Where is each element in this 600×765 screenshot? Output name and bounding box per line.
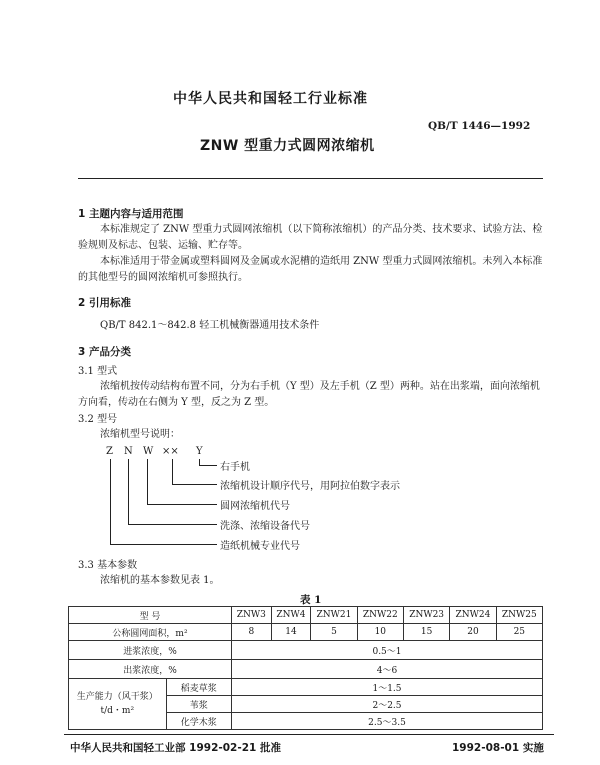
leader-xx-horizontal [172,484,217,485]
table-caption: 表 1 [300,594,322,606]
leader-w-horizontal [147,504,217,505]
model-cell: ZNW4 [271,607,311,624]
capacity-label-line-1: 生产能力（风干浆） [76,692,158,702]
model-note-papermaking-code: 造纸机械专业代号 [220,541,300,552]
section-3-heading: 3 产品分类 [78,346,131,358]
footer-rule [64,734,554,735]
pulp-type-cell: 苇浆 [166,696,231,713]
leader-n-horizontal [128,524,217,525]
section-3-1-text: 浓缩机按传动结构布置不同，分为右手机（Y 型）及左手机（Z 型）两种。站在出浆端，面向浓缩机方向看，传动在右侧为 Y 型，反之为 Z 型。 [78,381,540,408]
area-cell: 14 [271,624,311,641]
pulp-type-cell: 化学木浆 [166,713,231,730]
table-row [69,641,543,660]
model-cell: ZNW23 [403,607,449,624]
parameters-table [68,606,543,730]
capacity-value-cell: 2～2.5 [232,696,543,713]
model-letter-n: N [124,446,133,457]
reference-standard: QB/T 842.1～842.8 轻工机械衡器通用技术条件 [100,320,320,331]
section-3-3-text: 浓缩机的基本参数见表 1。 [100,575,220,586]
leader-xx-vertical [172,459,173,485]
model-header-cell: 型 号 [69,607,232,624]
model-letter-y: Y [196,446,203,457]
model-note-right-hand: 右手机 [220,462,250,473]
leader-n-vertical [128,459,129,525]
leader-z-horizontal [110,544,217,545]
area-cell: 5 [311,624,357,641]
section-2-heading: 2 引用标准 [78,297,131,309]
area-cell: 8 [232,624,272,641]
capacity-value-cell: 2.5～3.5 [232,713,543,730]
leader-w-vertical [147,459,148,505]
outlet-value-cell: 4～6 [232,660,543,679]
table-row [69,660,543,679]
model-cell: ZNW25 [496,607,542,624]
inlet-value-cell: 0.5～1 [232,641,543,660]
section-1-para-2: 本标准适用于带金属或塑料圆网及金属或水泥槽的造纸用 ZNW 型重力式圆网浓缩机。未列入本标准的其他型号的圆网浓缩机可参照执行。 [78,256,543,283]
model-letter-z: Z [106,446,113,457]
section-3-2-intro: 浓缩机型号说明： [100,429,180,440]
model-letter-xx: ×× [162,446,179,457]
area-cell: 10 [357,624,403,641]
section-3-3-heading: 3.3 基本参数 [78,560,138,571]
model-cell: ZNW21 [311,607,357,624]
implementation-date: 1992-08-01 实施 [452,742,544,754]
section-1-para-1: 本标准规定了 ZNW 型重力式圆网浓缩机（以下简称浓缩机）的产品分类、技术要求、试验方法、检验规则及标志、包装、运输、贮存等。 [78,224,543,251]
leader-y-horizontal [199,465,217,466]
pulp-type-cell: 稻麦草浆 [166,679,231,696]
model-note-design-sequence: 浓缩机设计顺序代号，用阿拉伯数字表示 [220,481,400,492]
org-title: 中华人民共和国轻工行业标准 [173,91,368,107]
capacity-value-cell: 1～1.5 [232,679,543,696]
outlet-label-cell: 出浆浓度，% [69,660,232,679]
capacity-label-line-2: t/d・m² [100,706,135,716]
inlet-label-cell: 进浆浓度，% [69,641,232,660]
model-note-cylinder-thickener: 圆网浓缩机代号 [220,501,290,512]
table-row [69,679,543,696]
standard-code: QB/T 1446—1992 [428,120,531,132]
model-cell: ZNW22 [357,607,403,624]
model-cell: ZNW3 [232,607,272,624]
capacity-label-cell [69,679,167,730]
area-cell: 25 [496,624,542,641]
section-3-2-heading: 3.2 型号 [78,414,118,425]
area-label-cell: 公称圆网面积，m² [69,624,232,641]
document-title: ZNW 型重力式圆网浓缩机 [200,138,375,154]
approval-note: 中华人民共和国轻工业部 1992-02-21 批准 [70,742,281,754]
model-letter-w: W [143,446,154,457]
header-rule [78,178,543,179]
leader-z-vertical [110,459,111,545]
section-1-heading: 1 主题内容与适用范围 [78,208,184,220]
table-row [69,607,543,624]
model-cell: ZNW24 [450,607,496,624]
area-cell: 15 [403,624,449,641]
table-row [69,624,543,641]
section-3-1-heading: 3.1 型式 [78,366,118,377]
model-note-washing-equipment: 洗涤、浓缩设备代号 [220,521,310,532]
area-cell: 20 [450,624,496,641]
